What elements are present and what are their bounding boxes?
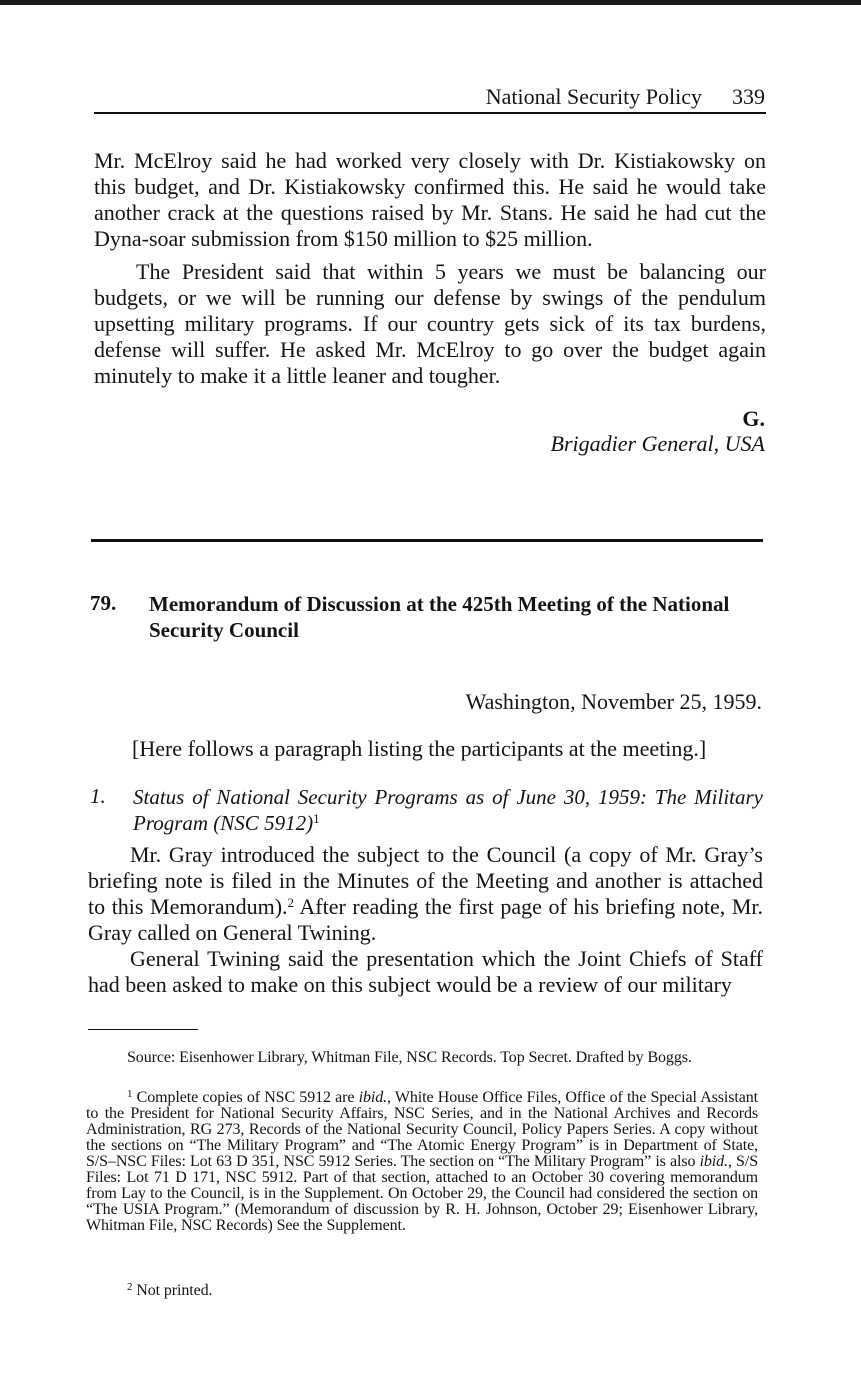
running-header xyxy=(95,84,765,110)
footnote-2-marker: 2 xyxy=(127,1281,133,1293)
body-paragraph-2: General Twining said the presentation which the Joint Chiefs of Staff had been asked to make on this subject would be a review of our military xyxy=(88,946,763,997)
body-paragraph-1-text-b: After reading the first page of his briefing note, Mr. Gray called on General Twining. xyxy=(88,894,763,945)
signature-initial: G. xyxy=(742,406,765,431)
footnote-2-text: Not printed. xyxy=(132,1282,213,1299)
agenda-item-title xyxy=(133,784,763,836)
agenda-item-title-text: Status of National Security Programs as of June 30, 1959: The Military Program (NSC 5912) xyxy=(133,785,763,835)
footnote-1-text-2: , White House Office Files, Office of the Special Assistant to the President for National Security Affairs, NSC Series, and in the National Archives and Records Administration, RG 273, Records of the National Security Council, Policy Papers Series. A copy without the sections on “The Military Program” and “The Atomic Energy Program” is in Department of State, S/S–NSC Files: Lot 63 D 351, NSC 5912 Series. The section on “The Military Program” is also xyxy=(86,1089,758,1170)
footnote-2 xyxy=(86,1283,758,1299)
signature-title: Brigadier General, USA xyxy=(550,431,765,456)
footnote-rule xyxy=(88,1029,198,1030)
footnote-source: Source: Eisenhower Library, Whitman File, NSC Records. Top Secret. Drafted by Boggs. xyxy=(127,1049,692,1066)
footnote-1-ibid-2: ibid. xyxy=(699,1153,728,1170)
body-paragraph-1-text-a: Mr. Gray introduced the subject to the Council (a copy of Mr. Gray’s briefing note is filed in the Minutes of the Meeting and another is attached to this Memorandum). xyxy=(88,842,763,919)
header-rule xyxy=(94,112,766,114)
footnote-ref-1: 1 xyxy=(313,811,320,826)
footnote-ref-2: 2 xyxy=(287,895,295,910)
document-title: Memorandum of Discussion at the 425th Meeting of the National Security Council xyxy=(149,592,730,642)
agenda-item-number: 1. xyxy=(90,784,106,808)
carryover-paragraph-2: The President said that within 5 years we must be balancing our budgets, or we will be running our defense by swings of the pendulum upsetting military programs. If our country gets sick of its tax burdens, defense will suffer. He asked Mr. McElroy to go over the budget again minutely to make it a little leaner and tougher. xyxy=(94,259,766,388)
participants-note: [Here follows a paragraph listing the participants at the meeting.] xyxy=(132,736,707,761)
footnote-1-ibid-1: ibid. xyxy=(358,1089,388,1106)
footnote-1 xyxy=(86,1090,758,1234)
dateline: Washington, November 25, 1959. xyxy=(465,689,762,714)
carryover-paragraph-1: Mr. McElroy said he had worked very closely with Dr. Kistiakowsky on this budget, and Dr. Kistiakowsky confirmed this. He said he would take another crack at the questions raised by Mr. Stans. He said he had cut the Dyna-soar submission from $150 million to $25 million. xyxy=(94,148,766,251)
footnote-1-text-3: , S/S Files: Lot 71 D 171, NSC 5912. Part of that section, attached to an October 30 covering memorandum from Lay to the Council, is in the Supplement. On October 29, the Council had considered the section on “The USIA Program.” (Memorandum of discussion by R. H. Johnson, October 29; Eisenhower Library, Whitman File, NSC Records) See the Supplement. xyxy=(86,1153,758,1234)
page-top-edge xyxy=(0,0,861,5)
running-header-title: National Security Policy xyxy=(485,84,702,109)
footnote-1-marker: 1 xyxy=(127,1088,133,1100)
page-number: 339 xyxy=(732,84,765,109)
document-number: 79. xyxy=(90,591,117,615)
section-divider xyxy=(91,539,763,542)
footnote-1-text-1: Complete copies of NSC 5912 are xyxy=(132,1089,359,1106)
body-paragraph-1 xyxy=(88,842,763,946)
